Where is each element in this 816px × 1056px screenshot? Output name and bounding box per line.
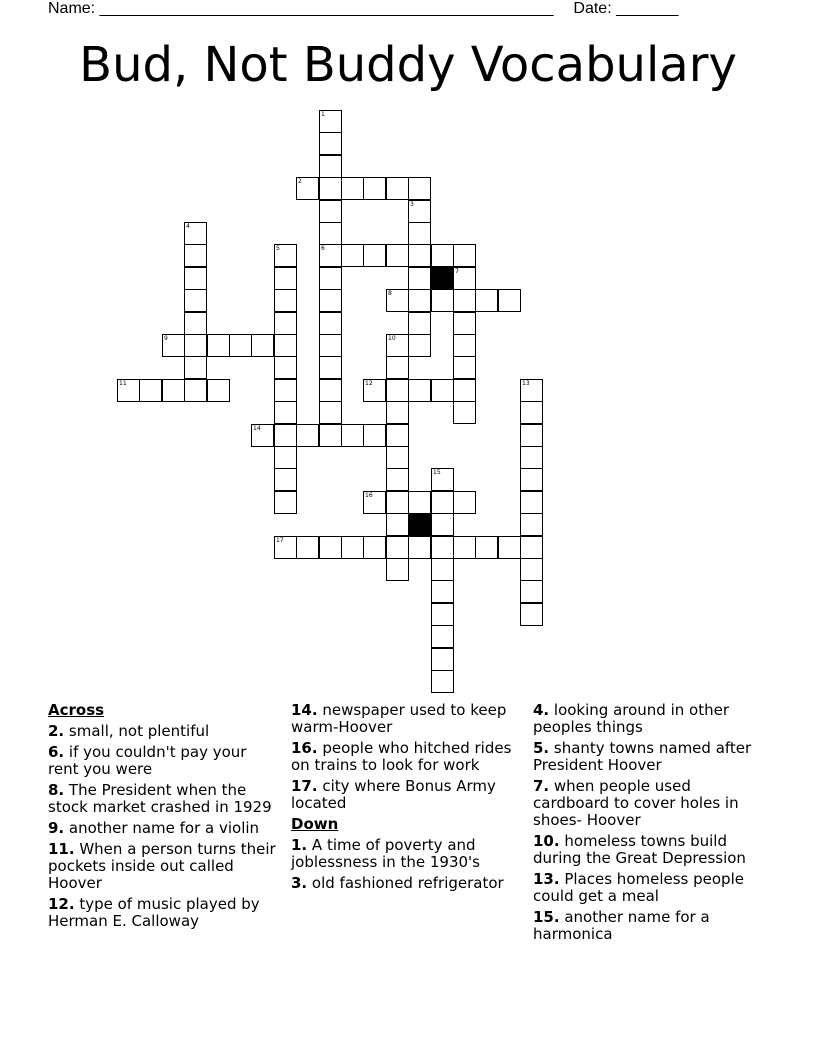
clue-text: city where Bonus Army located (291, 777, 496, 812)
crossword-cell[interactable] (251, 334, 274, 357)
crossword-cell[interactable] (431, 491, 454, 514)
crossword-cell[interactable] (408, 177, 431, 200)
crossword-cell[interactable] (453, 491, 476, 514)
crossword-cell[interactable] (408, 379, 431, 402)
clue-number: 16. (291, 739, 318, 757)
crossword-cell[interactable] (319, 312, 342, 335)
name-label: Name: (48, 0, 100, 17)
clue-text: small, not plentiful (64, 722, 210, 740)
crossword-cell[interactable] (431, 468, 454, 491)
clue-number: 17. (291, 777, 318, 795)
crossword-cell[interactable] (453, 267, 476, 290)
crossword-cell[interactable] (341, 177, 364, 200)
crossword-cell[interactable] (319, 177, 342, 200)
crossword-cell[interactable] (453, 289, 476, 312)
across-clue (48, 723, 280, 740)
crossword-cell[interactable] (341, 536, 364, 559)
black-square (431, 267, 454, 290)
crossword-cell[interactable] (363, 177, 386, 200)
crossword-cell[interactable] (520, 580, 543, 603)
across-heading: Across (48, 701, 105, 719)
crossword-cell[interactable] (319, 536, 342, 559)
crossword-cell[interactable] (296, 177, 319, 200)
crossword-cell[interactable] (386, 401, 409, 424)
crossword-cell[interactable] (319, 200, 342, 223)
crossword-cell[interactable] (431, 580, 454, 603)
crossword-cell[interactable] (431, 625, 454, 648)
clues-column-3 (533, 702, 765, 947)
clue-number: 15. (533, 908, 560, 926)
crossword-cell[interactable] (408, 244, 431, 267)
clue-text: if you couldn't pay your rent you were (48, 743, 247, 778)
crossword-cell[interactable] (431, 648, 454, 671)
crossword-cell[interactable] (453, 356, 476, 379)
crossword-cell[interactable] (520, 401, 543, 424)
crossword-cell[interactable] (274, 401, 297, 424)
crossword-cell[interactable] (520, 558, 543, 581)
crossword-cell[interactable] (386, 446, 409, 469)
crossword-cell[interactable] (184, 312, 207, 335)
clue-number: 13. (533, 870, 560, 888)
cell-number: 2 (298, 178, 302, 185)
crossword-cell[interactable] (520, 446, 543, 469)
crossword-cell[interactable] (363, 491, 386, 514)
crossword-cell[interactable] (520, 379, 543, 402)
crossword-cell[interactable] (386, 424, 409, 447)
crossword-cell[interactable] (453, 334, 476, 357)
crossword-cell[interactable] (520, 424, 543, 447)
clue-text: homeless towns build during the Great Depression (533, 832, 746, 867)
crossword-cell[interactable] (431, 244, 454, 267)
crossword-cell[interactable] (431, 379, 454, 402)
clue-text: another name for a harmonica (533, 908, 710, 943)
crossword-cell[interactable] (408, 536, 431, 559)
crossword-cell[interactable] (139, 379, 162, 402)
crossword-cell[interactable] (475, 289, 498, 312)
crossword-cell[interactable] (274, 446, 297, 469)
clue-number: 7. (533, 777, 550, 795)
clue-text: old fashioned refrigerator (307, 874, 504, 892)
crossword-cell[interactable] (341, 424, 364, 447)
crossword-cell[interactable] (386, 289, 409, 312)
crossword-cell[interactable] (475, 536, 498, 559)
crossword-cell[interactable] (319, 424, 342, 447)
crossword-cell[interactable] (408, 222, 431, 245)
crossword-cell[interactable] (498, 289, 521, 312)
crossword-cell[interactable] (386, 334, 409, 357)
crossword-cell[interactable] (319, 356, 342, 379)
cell-number: 12 (365, 380, 373, 387)
crossword-cell[interactable] (274, 468, 297, 491)
crossword-cell[interactable] (520, 468, 543, 491)
across-clue (48, 896, 280, 930)
down-clue (291, 837, 523, 871)
crossword-cell[interactable] (319, 244, 342, 267)
down-clue (291, 875, 523, 892)
crossword-cell[interactable] (296, 424, 319, 447)
crossword-cell[interactable] (520, 536, 543, 559)
crossword-cell[interactable] (520, 513, 543, 536)
clue-text: people who hitched rides on trains to look for work (291, 739, 512, 774)
crossword-cell[interactable] (319, 110, 342, 133)
crossword-cell[interactable] (274, 334, 297, 357)
crossword-cell[interactable] (386, 513, 409, 536)
crossword-cell[interactable] (274, 267, 297, 290)
page-title: Bud, Not Buddy Vocabulary (79, 37, 737, 93)
across-clue (291, 702, 523, 736)
cell-number: 11 (119, 380, 127, 387)
clue-number: 12. (48, 895, 75, 913)
across-clue (291, 740, 523, 774)
clue-text: shanty towns named after President Hoover (533, 739, 752, 774)
crossword-cell[interactable] (453, 536, 476, 559)
crossword-cell[interactable] (319, 289, 342, 312)
clue-number: 11. (48, 840, 75, 858)
clue-number: 8. (48, 781, 65, 799)
crossword-cell[interactable] (296, 536, 319, 559)
crossword-cell[interactable] (207, 379, 230, 402)
crossword-cell[interactable] (229, 334, 252, 357)
cell-number: 9 (164, 335, 168, 342)
crossword-cell[interactable] (520, 603, 543, 626)
crossword-cell[interactable] (363, 244, 386, 267)
crossword-cell[interactable] (431, 558, 454, 581)
crossword-cell[interactable] (386, 177, 409, 200)
crossword-cell[interactable] (274, 312, 297, 335)
clue-text: newspaper used to keep warm-Hoover (291, 701, 507, 736)
crossword-cell[interactable] (184, 267, 207, 290)
crossword-cell[interactable] (453, 244, 476, 267)
clue-number: 2. (48, 722, 65, 740)
name-blank[interactable]: ___________________________________________________ (99, 0, 554, 17)
crossword-cell[interactable] (251, 424, 274, 447)
crossword-cell[interactable] (274, 424, 297, 447)
clues-column-1 (48, 702, 280, 934)
crossword-cell[interactable] (363, 536, 386, 559)
clue-text: A time of poverty and joblessness in the 1930's (291, 836, 480, 871)
down-clue (533, 871, 765, 905)
clue-number: 6. (48, 743, 65, 761)
cell-number: 3 (410, 201, 414, 208)
crossword-cell[interactable] (274, 536, 297, 559)
across-clue-list (48, 723, 280, 930)
crossword-cell[interactable] (453, 379, 476, 402)
cell-number: 15 (433, 469, 441, 476)
crossword-cell[interactable] (274, 289, 297, 312)
across-clue-list-continued (291, 702, 523, 812)
clue-number: 1. (291, 836, 308, 854)
cell-number: 7 (455, 268, 459, 275)
cell-number: 14 (253, 425, 261, 432)
crossword-cell[interactable] (386, 536, 409, 559)
clue-text: The President when the stock market crashed in 1929 (48, 781, 272, 816)
clue-number: 14. (291, 701, 318, 719)
crossword-cell[interactable] (386, 558, 409, 581)
down-clue (533, 909, 765, 943)
across-clue (48, 841, 280, 892)
clue-text: When a person turns their pockets inside out called Hoover (48, 840, 276, 892)
crossword-cell[interactable] (319, 334, 342, 357)
across-clue (48, 782, 280, 816)
cell-number: 4 (186, 223, 190, 230)
crossword-cell[interactable] (408, 200, 431, 223)
crossword-cell[interactable] (319, 379, 342, 402)
crossword-cell[interactable] (319, 222, 342, 245)
clues-column-2 (291, 702, 523, 896)
crossword-cell[interactable] (453, 312, 476, 335)
crossword-cell[interactable] (184, 334, 207, 357)
clue-text: looking around in other peoples things (533, 701, 729, 736)
crossword-cell[interactable] (520, 491, 543, 514)
across-clue (48, 820, 280, 837)
crossword-cell[interactable] (184, 379, 207, 402)
date-blank[interactable]: _______ (616, 0, 679, 17)
crossword-cell[interactable] (274, 244, 297, 267)
crossword-cell[interactable] (386, 244, 409, 267)
down-clue-list (291, 837, 523, 892)
clue-text: type of music played by Herman E. Calloway (48, 895, 260, 930)
crossword-cell[interactable] (408, 267, 431, 290)
down-clue (533, 702, 765, 736)
crossword-cell[interactable] (386, 356, 409, 379)
crossword-cell[interactable] (319, 267, 342, 290)
crossword-cell[interactable] (386, 468, 409, 491)
crossword-cell[interactable] (498, 536, 521, 559)
crossword-cell[interactable] (431, 670, 454, 693)
crossword-cell[interactable] (408, 491, 431, 514)
crossword-cell[interactable] (386, 379, 409, 402)
clue-number: 4. (533, 701, 550, 719)
cell-number: 16 (365, 492, 373, 499)
clue-number: 9. (48, 819, 65, 837)
clue-number: 5. (533, 739, 550, 757)
crossword-cell[interactable] (431, 513, 454, 536)
cell-number: 13 (522, 380, 530, 387)
crossword-cell[interactable] (184, 356, 207, 379)
down-clue (533, 740, 765, 774)
crossword-cell[interactable] (184, 222, 207, 245)
cell-number: 1 (321, 111, 325, 118)
crossword-cell[interactable] (431, 603, 454, 626)
black-square (408, 513, 431, 536)
crossword-cell[interactable] (184, 289, 207, 312)
down-clue (533, 778, 765, 829)
crossword-cell[interactable] (274, 379, 297, 402)
cell-number: 8 (388, 290, 392, 297)
crossword-cell[interactable] (184, 244, 207, 267)
crossword-cell[interactable] (431, 289, 454, 312)
clue-text: another name for a violin (64, 819, 260, 837)
crossword-cell[interactable] (274, 491, 297, 514)
clue-number: 10. (533, 832, 560, 850)
crossword-cell[interactable] (207, 334, 230, 357)
across-clue (48, 744, 280, 778)
crossword-cell[interactable] (162, 334, 185, 357)
crossword-cell[interactable] (363, 424, 386, 447)
down-heading: Down (291, 815, 339, 833)
crossword-cell[interactable] (319, 132, 342, 155)
crossword-cell[interactable] (319, 401, 342, 424)
crossword-cell[interactable] (341, 244, 364, 267)
cell-number: 10 (388, 335, 396, 342)
crossword-cell[interactable] (431, 536, 454, 559)
crossword-cell[interactable] (386, 491, 409, 514)
crossword-cell[interactable] (408, 334, 431, 357)
crossword-cell[interactable] (363, 379, 386, 402)
crossword-cell[interactable] (274, 356, 297, 379)
across-clue (291, 778, 523, 812)
clue-text: when people used cardboard to cover holes in shoes- Hoover (533, 777, 739, 829)
crossword-cell[interactable] (408, 289, 431, 312)
cell-number: 5 (276, 245, 280, 252)
cell-number: 17 (276, 537, 284, 544)
cell-number: 6 (321, 245, 325, 252)
crossword-cell[interactable] (117, 379, 140, 402)
down-clue (533, 833, 765, 867)
crossword-cell[interactable] (408, 312, 431, 335)
down-clue-list-continued (533, 702, 765, 943)
date-label: Date: (573, 0, 617, 17)
crossword-cell[interactable] (162, 379, 185, 402)
crossword-cell[interactable] (319, 155, 342, 178)
crossword-cell[interactable] (453, 401, 476, 424)
clue-text: Places homeless people could get a meal (533, 870, 744, 905)
clue-number: 3. (291, 874, 308, 892)
